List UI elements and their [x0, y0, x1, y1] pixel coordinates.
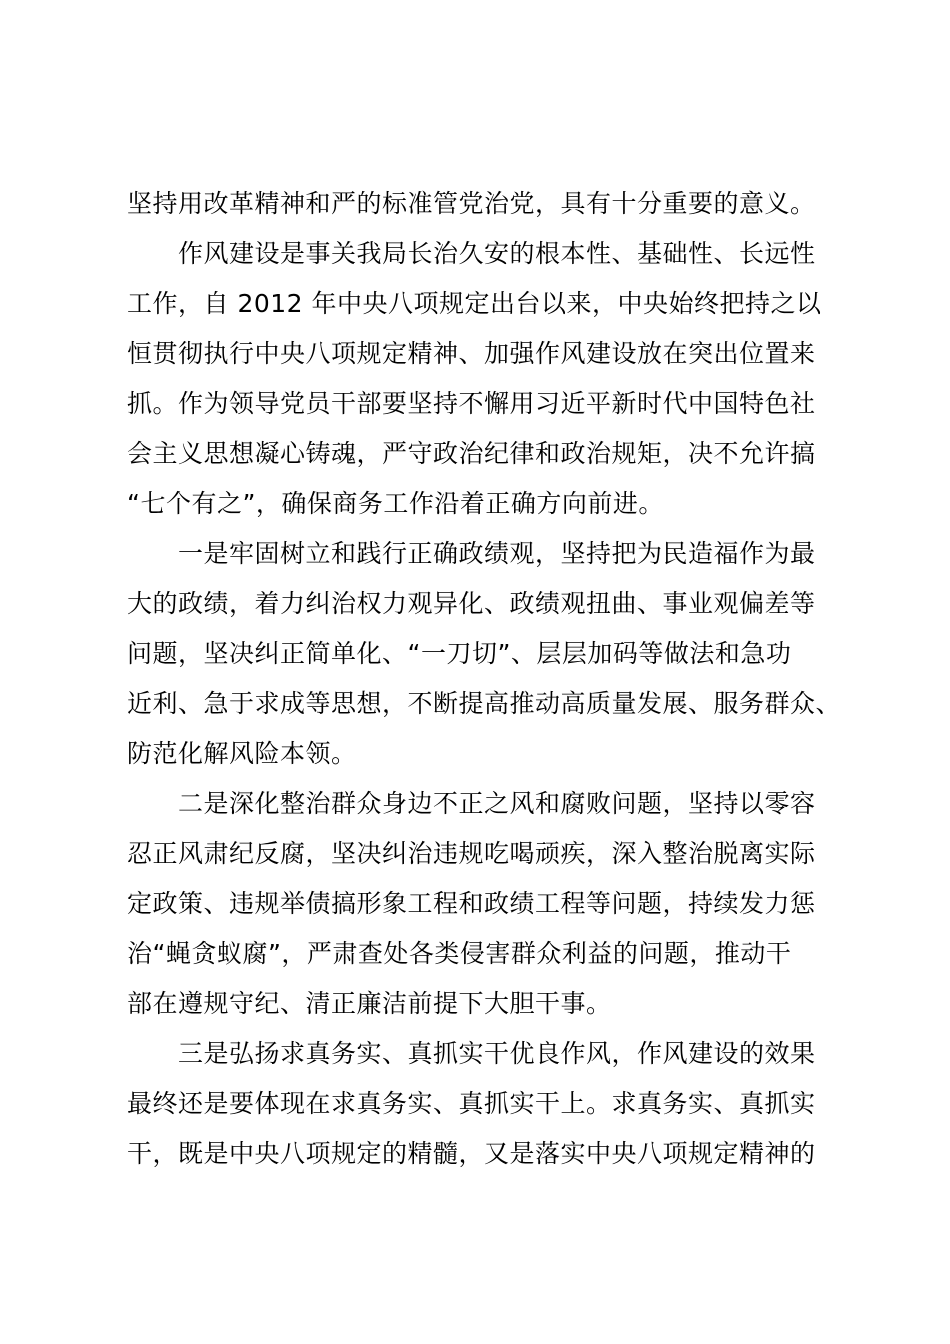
- text-line-10: 问题，坚决纠正简单化、“一刀切”、层层加码等做法和急功: [127, 639, 792, 668]
- text-line-17: 部在遵规守纪、清正廉洁前提下大胆干事。: [127, 989, 612, 1018]
- text-line-7: “七个有之”，确保商务工作沿着正确方向前进。: [127, 489, 664, 518]
- text-line-9: 大的政绩，着力纠治权力观异化、政绩观扭曲、事业观偏差等: [127, 589, 816, 618]
- text-line-4: 恒贯彻执行中央八项规定精神、加强作风建设放在突出位置来: [127, 339, 816, 368]
- text-line-15: 定政策、违规举债搞形象工程和政绩工程等问题，持续发力惩: [127, 889, 816, 918]
- text-line-19: 最终还是要体现在求真务实、真抓实干上。求真务实、真抓实: [127, 1089, 816, 1118]
- text-line-12: 防范化解风险本领。: [127, 739, 357, 768]
- text-line-18: 三是弘扬求真务实、真抓实干优良作风，作风建设的效果: [178, 1039, 816, 1068]
- text-line-11: 近利、急于求成等思想，不断提高推动高质量发展、服务群众、: [127, 689, 842, 718]
- text-line-16: 治“蝇贪蚁腐”，严肃查处各类侵害群众利益的问题，推动干: [127, 939, 792, 968]
- text-line-5: 抓。作为领导党员干部要坚持不懈用习近平新时代中国特色社: [127, 389, 816, 418]
- text-line-13: 二是深化整治群众身边不正之风和腐败问题，坚持以零容: [178, 789, 816, 818]
- text-line-3: 工作，自 2012 年中央八项规定出台以来，中央始终把持之以: [127, 289, 822, 318]
- text-line-1: 坚持用改革精神和严的标准管党治党，具有十分重要的意义。: [127, 189, 816, 218]
- text-line-20: 干，既是中央八项规定的精髓，又是落实中央八项规定精神的: [127, 1139, 816, 1168]
- text-line-2: 作风建设是事关我局长治久安的根本性、基础性、长远性: [178, 239, 816, 268]
- text-line-8: 一是牢固树立和践行正确政绩观，坚持把为民造福作为最: [178, 539, 816, 568]
- text-line-14: 忍正风肃纪反腐，坚决纠治违规吃喝顽疾，深入整治脱离实际: [127, 839, 816, 868]
- text-line-6: 会主义思想凝心铸魂，严守政治纪律和政治规矩，决不允许搞: [127, 439, 816, 468]
